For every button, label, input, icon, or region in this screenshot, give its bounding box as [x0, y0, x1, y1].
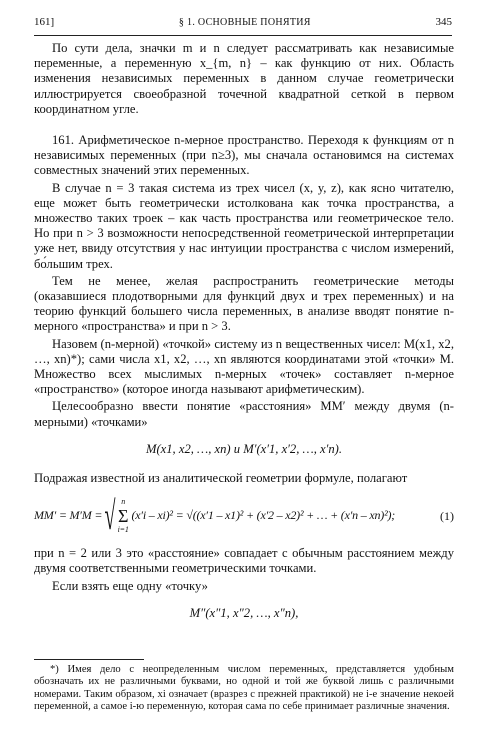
page-number: 345	[435, 16, 452, 28]
formula-distance	[34, 494, 454, 538]
sum-upper: n	[121, 497, 126, 507]
formula-number: (1)	[440, 508, 454, 523]
distance-rhs: = √((x′1 – x1)² + (x′2 – x2)² + … + (x′n – xn)²);	[175, 508, 396, 523]
formula-third-point: M″(x″1, x″2, …, x″n),	[189, 605, 299, 620]
running-header	[34, 16, 452, 34]
paragraph-case-n3: В случае n = 3 такая система из трех чисел (x, y, z), как ясно читателю, еще может быть геометрически истолкована как точка пространства, а множество таких троек – как часть пространства или геометрическое тело. Но при n > 3 возможности непосредственной геометрической интерпретации уже нет, ввиду отсутствия у нас интуиции пространства с числом измерений, бо́льшим трех.	[34, 180, 454, 271]
paragraph-distance-intro: Целесообразно ввести понятие «расстояния» MM′ между двумя (n-мерными) «точками»	[34, 399, 454, 429]
paragraph-section-161: 161. Арифметическое n-мерное пространство. Переходя к функциям от n независимых переменных (при n≥3), мы сначала остановимся на системах совместных значений этих переменных.	[34, 133, 454, 178]
formula-distance-body	[34, 493, 430, 539]
page-body	[34, 41, 454, 635]
sqrt-sign: √	[104, 493, 116, 539]
paragraph-imitating: Подражая известной из аналитической геометрии формуле, полагают	[34, 471, 408, 486]
header-rule	[34, 35, 452, 36]
sum-body: (x′i – xi)²	[131, 508, 173, 523]
paragraph-however: Тем не менее, желая распространить геометрические методы (оказавшиеся плодотворными для функций двух и трех переменных) и на теорию функций большего числа переменных, в анализе вводят понятие n-мерного «пространства» и при n > 3.	[34, 273, 454, 334]
section-number: 161]	[34, 16, 55, 28]
paragraph-another-point: Если взять еще одну «точку»	[52, 578, 208, 593]
paragraph-intro: По сути дела, значки m и n следует рассматривать как независимые переменные, а переменную x_{m, n} – как функцию от них. Область изменения независимых переменных в данном случае геометрически иллюстрируется своеобразной точечной квадратной сеткой в первом координатном угле.	[34, 41, 454, 116]
paragraph-n2-n3: при n = 2 или 3 это «расстояние» совпадает с обычным расстоянием между двумя соответственными геометрическими точками.	[34, 546, 454, 576]
footnote: *) Имея дело с неопределенным числом переменных, представляется удобным обозначать их не различными буквами, но одной и той же буквой лишь с различными номерами. Таким образом, xi означает (вразрез с прежней практикой) не i-е значение некоей переменной, а самое i-ю переменную, которая сама по себе принимает различные значения.	[34, 664, 454, 713]
footnote-rule	[34, 659, 144, 660]
distance-lhs: MM′ = M′M =	[34, 508, 103, 523]
chapter-title: § 1. ОСНОВНЫЕ ПОНЯТИЯ	[178, 17, 311, 28]
paragraph-definition-point: Назовем (n-мерной) «точкой» систему из n вещественных чисел: M(x1, x2, …, xn)*); сами числа x1, x2, …, xn являются координатами этой «точки» M. Множество всех мыслимых n-мерных «точек» составляет n-мерное «пространство» (которое иногда называют арифметическим).	[34, 336, 454, 397]
sum-sign	[118, 497, 129, 535]
formula-points: M(x1, x2, …, xn) и M′(x′1, x′2, …, x′n).	[145, 441, 342, 456]
sum-lower: i=1	[117, 525, 129, 535]
sigma-glyph: Σ	[118, 506, 129, 527]
